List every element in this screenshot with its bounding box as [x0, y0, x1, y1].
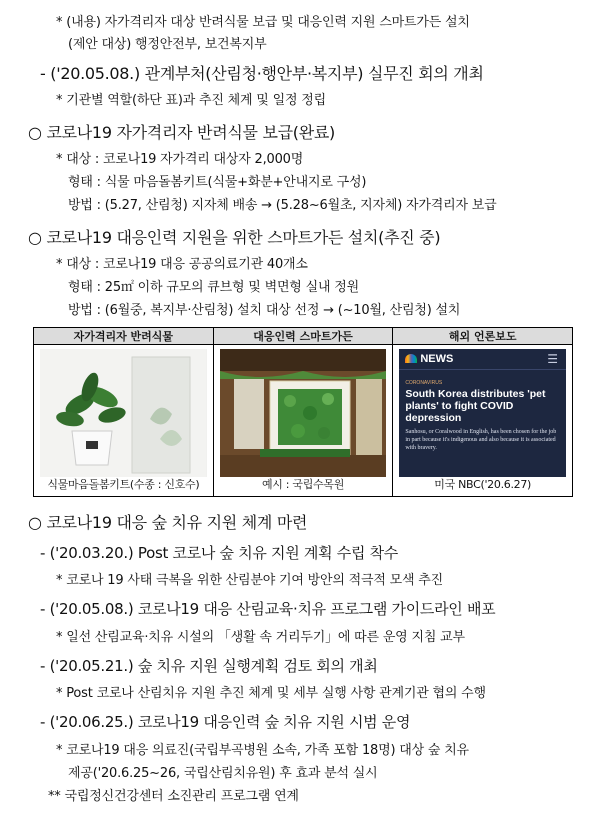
content-line: 방법 : (5.27, 산림청) 지자체 배송 → (5.28~6월초, 지자체) 자가격리자 보급: [68, 198, 497, 213]
content-line: 방법 : (6월중, 복지부·산림청) 설치 대상 선정 → (~10월, 산림청) 설치: [68, 303, 461, 318]
content-line: * 대상 : 코로나19 대응 공공의료기관 40개소: [56, 257, 308, 272]
news-headline: South Korea distributes 'pet plants' to fight COVID depression: [405, 388, 546, 424]
nbc-news-screenshot: [399, 349, 566, 477]
news-cell: [393, 345, 573, 497]
nbc-logo-text: NEWS: [420, 353, 454, 365]
content-line: * 기관별 역할(하단 표)과 추진 체계 및 일정 정립: [56, 93, 326, 108]
content-line: 형태 : 25㎡ 이하 규모의 큐브형 및 벽면형 실내 정원: [68, 280, 359, 295]
table-header: 자가격리자 반려식물: [34, 328, 214, 345]
content-line: * 대상 : 코로나19 자가격리 대상자 2,000명: [56, 152, 304, 167]
table-header: 해외 언론보도: [393, 328, 573, 345]
garden-illustration: [220, 349, 386, 477]
heading-line: ○ 코로나19 대응인력 지원을 위한 스마트가든 설치(추진 중): [28, 228, 441, 247]
photo-caption: 식물마음돌봄키트(수종 : 신호수): [47, 478, 200, 491]
smart-garden-cell: [213, 345, 393, 497]
content-line: ** 국립정신건강센터 소진관리 프로그램 연계: [48, 789, 299, 804]
heading-line: ○ 코로나19 자가격리자 반려식물 보급(완료): [28, 123, 335, 142]
photo-caption: 미국 NBC('20.6.27): [434, 478, 532, 491]
subheading-line: - ('20.05.08.) 관계부처(산림청·행안부·복지부) 실무진 회의 개최: [40, 64, 484, 83]
news-body: Sanhosu, or Coralwood in English, has been chosen for the job in part because it's indigenous and also because it is associated with bravery.: [405, 429, 557, 451]
content-line: * 코로나 19 사태 극복을 위한 산림분야 기여 방안의 적극적 모색 추진: [56, 573, 444, 588]
nbc-header: [399, 349, 566, 370]
subheading-line: - ('20.03.20.) Post 코로나 숲 치유 지원 계획 수립 착수: [40, 544, 398, 562]
subheading-line: - ('20.05.21.) 숲 치유 지원 실행계획 검토 회의 개최: [40, 657, 378, 675]
smart-garden-photo: [220, 349, 387, 477]
plant-pot-illustration: [40, 349, 206, 477]
content-line: 형태 : 식물 마음돌봄키트(식물+화분+안내지로 구성): [68, 175, 367, 190]
content-line: * 일선 산림교육·치유 시설의 「생활 속 거리두기」에 따른 운영 지침 교부: [56, 630, 465, 645]
content-line: * 코로나19 대응 의료진(국립부곡병원 소속, 가족 포함 18명) 대상 숲 치유: [56, 743, 469, 758]
table-header: 대응인력 스마트가든: [213, 328, 393, 345]
content-line: 제공('20.6.25~26, 국립산림치유원) 후 효과 분석 실시: [68, 766, 378, 781]
photo-caption: 예시 : 국립수목원: [261, 478, 345, 491]
content-line: * Post 코로나 산림치유 지원 추진 체계 및 세부 실행 사항 관계기관 협의 수행: [56, 686, 486, 701]
news-section: CORONAVIRUS: [405, 380, 443, 386]
menu-icon: ☰: [547, 352, 558, 366]
plant-kit-photo: [40, 349, 207, 477]
plant-kit-cell: [34, 345, 214, 497]
photo-table: [33, 327, 573, 497]
subheading-line: - ('20.05.08.) 코로나19 대응 산림교육·치유 프로그램 가이드라인 배포: [40, 600, 496, 618]
subheading-line: - ('20.06.25.) 코로나19 대응인력 숲 치유 지원 시범 운영: [40, 713, 411, 731]
content-line: * (내용) 자가격리자 대상 반려식물 보급 및 대응인력 지원 스마트가든 설치: [56, 15, 470, 30]
heading-line: ○ 코로나19 대응 숲 치유 지원 체계 마련: [28, 513, 308, 532]
content-line: (제안 대상) 행정안전부, 보건복지부: [68, 37, 267, 52]
nbc-peacock-icon: [405, 354, 417, 363]
